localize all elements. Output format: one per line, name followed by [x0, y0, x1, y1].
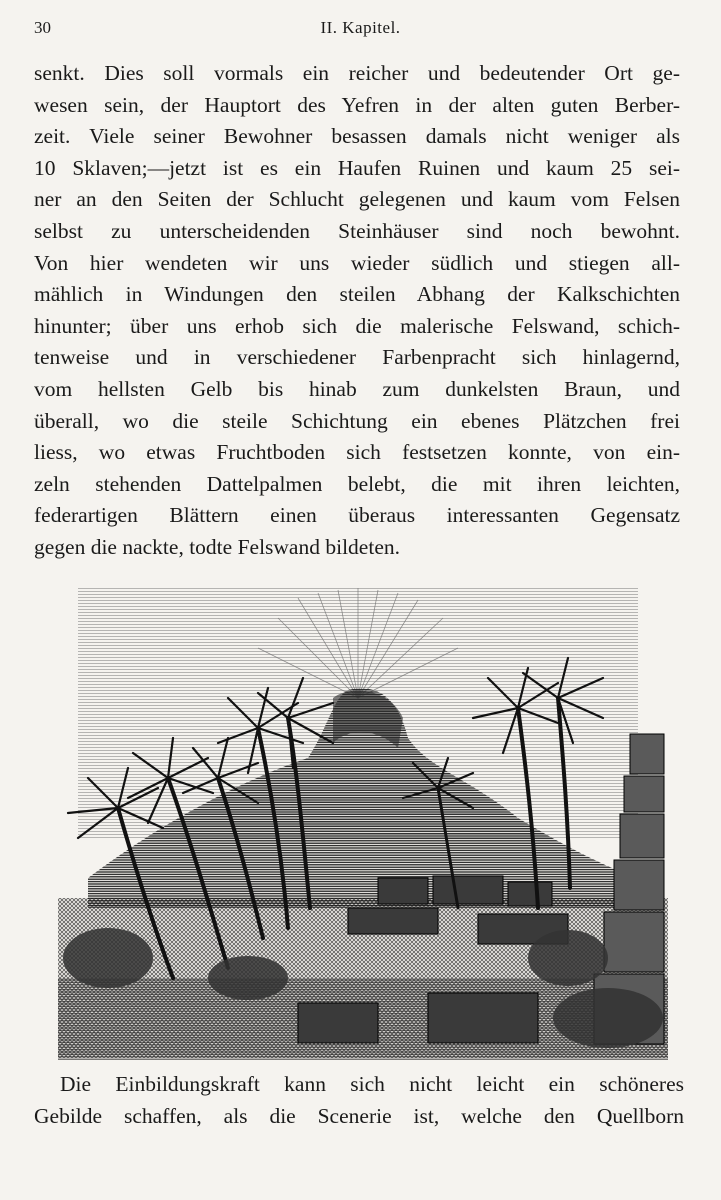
text-line: tenweise und in verschiedener Farbenpracht sich hinlagernd,	[34, 345, 680, 370]
text-line: hinunter; über uns erhob sich die malerische Felswand, schich-	[34, 313, 680, 338]
text-line: gegen die nackte, todte Felswand bildeten.	[34, 534, 400, 559]
text-line: zeln stehenden Dattelpalmen belebt, die mit ihren leichten,	[34, 471, 680, 496]
text-line: mählich in Windungen den steilen Abhang der Kalkschichten	[34, 282, 680, 307]
text-line: Von hier wendeten wir uns wieder südlich und stiegen all-	[34, 250, 680, 275]
text-line: 10 Sklaven;—jetzt ist es ein Haufen Ruinen und kaum 25 sei-	[34, 155, 680, 180]
text-line: wesen sein, der Hauptort des Yefren in der alten guten Berber-	[34, 92, 680, 117]
chapter-title: II. Kapitel.	[320, 18, 401, 37]
text-line: ner an den Seiten der Schlucht gelegenen und kaum vom Felsen	[34, 187, 680, 212]
text-line: liess, wo etwas Fruchtboden sich festsetzen konnte, von ein-	[34, 440, 680, 465]
text-line: zeit. Viele seiner Bewohner besassen damals nicht weniger als	[34, 124, 680, 149]
engraving-illustration	[48, 578, 678, 1060]
text-line: Die Einbildungskraft kann sich nicht leicht ein schöneres	[60, 1072, 684, 1096]
landscape-engraving	[48, 578, 678, 1060]
paragraph-1	[34, 58, 680, 564]
running-head	[0, 18, 721, 42]
page-number: 30	[34, 18, 51, 37]
text-line: selbst zu unterscheidenden Steinhäuser sind noch bewohnt.	[34, 218, 680, 243]
text-line: vom hellsten Gelb bis hinab zum dunkelsten Braun, und	[34, 376, 680, 401]
text-line: federartigen Blättern einen überaus interessanten Gegensatz	[34, 503, 680, 528]
text-line: senkt. Dies soll vormals ein reicher und bedeutender Ort ge-	[34, 61, 680, 85]
text-line: überall, wo die steile Schichtung ein ebenes Plätzchen frei	[34, 408, 680, 433]
paragraph-2	[34, 1068, 684, 1132]
text-line: Gebilde schaffen, als die Scenerie ist, welche den Quellborn	[34, 1104, 684, 1128]
